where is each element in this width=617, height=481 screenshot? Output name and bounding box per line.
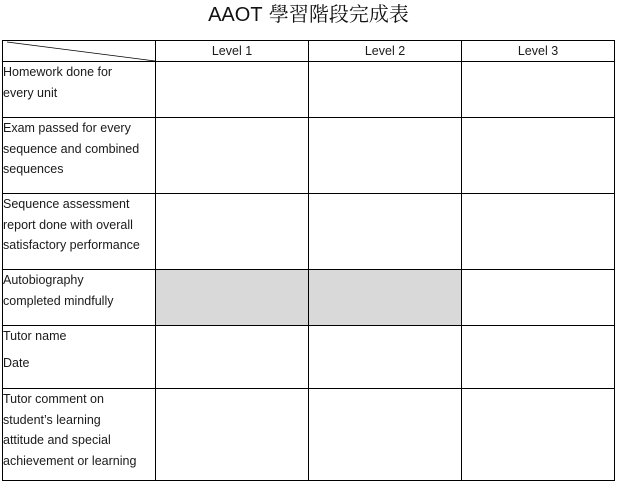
table-row-exam: [3, 118, 615, 194]
cell-tutor-comment-level-1[interactable]: [156, 389, 309, 481]
row-label-homework: [3, 62, 156, 118]
cell-tutor-name-date-level-2[interactable]: [309, 326, 462, 389]
cell-autobiography-level-2[interactable]: [309, 270, 462, 326]
cell-exam-level-2[interactable]: [309, 118, 462, 194]
cell-assessment-level-2[interactable]: [309, 194, 462, 270]
column-header-level-3: Level 3: [462, 41, 615, 62]
header-row: [3, 41, 615, 62]
row-label-line: attitude and special: [3, 433, 111, 447]
cell-exam-level-1[interactable]: [156, 118, 309, 194]
cell-homework-level-3[interactable]: [462, 62, 615, 118]
row-label-line: every unit: [3, 85, 58, 100]
table-row-autobiography: [3, 270, 615, 326]
page-title-latin: AAOT: [208, 4, 263, 26]
row-label-line: completed mindfully: [3, 293, 114, 308]
table-row-tutor-comment: [3, 389, 615, 481]
page-title-cjk: 學習階段完成表: [262, 2, 409, 26]
row-label-tutor-name-date: [3, 326, 156, 389]
progress-table: [2, 40, 615, 481]
table-row-homework: [3, 62, 615, 118]
row-label-line: Tutor name: [3, 329, 67, 343]
row-label-assessment: [3, 194, 156, 270]
corner-cell: [3, 41, 156, 62]
diagonal-divider: [3, 41, 156, 62]
page-title: [0, 2, 617, 27]
table-row-assessment: [3, 194, 615, 270]
row-label-autobiography: [3, 270, 156, 326]
cell-assessment-level-1[interactable]: [156, 194, 309, 270]
row-label-line: sequences: [3, 162, 64, 176]
cell-tutor-comment-level-2[interactable]: [309, 389, 462, 481]
cell-assessment-level-3[interactable]: [462, 194, 615, 270]
table-body: [3, 62, 615, 481]
cell-exam-level-3[interactable]: [462, 118, 615, 194]
row-label-line: satisfactory performance: [3, 238, 140, 252]
cell-tutor-name-date-level-1[interactable]: [156, 326, 309, 389]
row-label-line: Homework done for: [3, 65, 113, 79]
row-label-line: Date: [3, 355, 30, 370]
row-label-line: Exam passed for every: [3, 121, 131, 135]
row-label-line: achievement or learning: [3, 453, 137, 468]
cell-homework-level-2[interactable]: [309, 62, 462, 118]
row-label-line: Autobiography: [3, 273, 84, 287]
row-label-tutor-comment: [3, 389, 156, 481]
column-header-level-1: Level 1: [156, 41, 309, 62]
cell-autobiography-level-1[interactable]: [156, 270, 309, 326]
row-label-line: student’s learning: [3, 412, 101, 427]
cell-tutor-name-date-level-3[interactable]: [462, 326, 615, 389]
column-header-level-2: Level 2: [309, 41, 462, 62]
row-label-exam: [3, 118, 156, 194]
cell-tutor-comment-level-3[interactable]: [462, 389, 615, 481]
cell-homework-level-1[interactable]: [156, 62, 309, 118]
cell-autobiography-level-3[interactable]: [462, 270, 615, 326]
row-label-line: Sequence assessment: [3, 197, 130, 211]
row-label-line: sequence and combined: [3, 141, 140, 156]
row-label-line: report done with overall: [3, 217, 133, 232]
table-row-tutor-name-date: [3, 326, 615, 389]
row-label-line: Tutor comment on: [3, 392, 104, 406]
